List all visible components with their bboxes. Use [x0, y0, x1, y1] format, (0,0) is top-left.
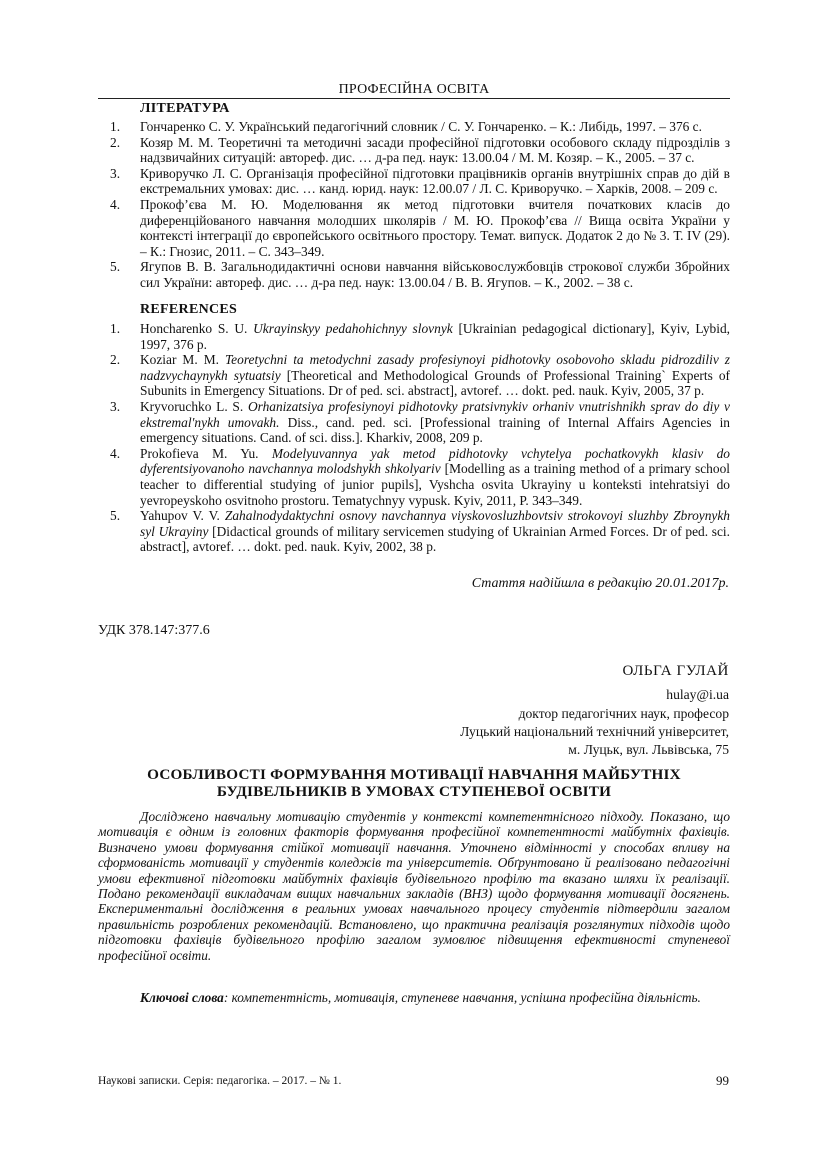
references-list [98, 321, 730, 555]
reference-details: [Theoretical and Methodological Grounds of Professional Training` Experts of Subunits in Emergency Situations. Dr of ped. sci. abstract], avtoref. … dokt. ped. nauk. Kyiv, 2005, 37 p. [140, 367, 730, 399]
item-number: 5. [110, 508, 121, 524]
udk-code: УДК 378.147:377.6 [98, 623, 210, 638]
reference-details: [Didactical grounds of military servicemen studying of Ukrainian Armed Forces. Dr of ped. sci. abstract], avtoref. … dokt. ped. nauk. Kyiv, 2002, 38 p. [140, 523, 731, 555]
reference-author: Honcharenko S. U. [140, 321, 254, 336]
reference-author: Prokofieva M. Yu. [140, 445, 272, 461]
footer-journal: Наукові записки. Серія: педагогіка. – 2017. – № 1. [98, 1075, 342, 1087]
keywords-line [140, 990, 730, 1006]
literature-item [98, 166, 730, 197]
references-heading: REFERENCES [140, 302, 238, 317]
author-degree: доктор педагогічних наук, професор [518, 706, 729, 721]
literature-item [98, 197, 730, 259]
keywords-label: Ключові слова [140, 990, 224, 1005]
author-institution: Луцький національний технічний університет, [460, 724, 729, 739]
reference-title: Ukrayinskyy pedahohichnyy slovnyk [253, 321, 453, 336]
reference-title: Modelyuvannya yak metod pidhotovky vchytelya pochatkovykh klasiv do dyferentsiyovanoho navchannya molodshykh shkolyariv [140, 445, 730, 477]
header-rule [98, 98, 730, 99]
author-address: м. Луцьк, вул. Львівська, 75 [568, 742, 729, 757]
reference-item [98, 508, 730, 555]
reference-title: Orhanizatsiya profesiynoyi pidhotovky pratsivnykiv orhaniv vnutrishnikh sprav do diy v ekstremal'nykh umovakh. [140, 398, 730, 430]
item-number: 2. [110, 352, 121, 368]
article-title-line2: БУДІВЕЛЬНИКІВ В УМОВАХ СТУПЕНЕВОЇ ОСВІТИ [216, 783, 612, 800]
item-number: 2. [110, 134, 121, 150]
reference-item [98, 321, 730, 352]
literature-heading: ЛІТЕРАТУРА [140, 101, 230, 116]
literature-item [98, 135, 730, 166]
reference-title: Zahalnodydaktychni osnovy navchannya viyskovosluzhbovtsiv strokovoyi sluzhby Zbroynykh syl Ukrayiny [140, 508, 731, 539]
author-email: hulay@i.ua [666, 687, 729, 702]
reference-details: [Modelling as a training method of a primary school teacher to differential studying of junior pupils], Vyshcha osvita Ukrayiny u konteksti intehratsiyi do yevropeyskoho osvitnoho prostoru. Tematychnyy vypusk. Kyiv, 2011, P. 343–349. [140, 461, 730, 508]
item-number: 4. [110, 445, 121, 461]
author-name: ОЛЬГА ГУЛАЙ [622, 663, 729, 679]
running-header: ПРОФЕСІЙНА ОСВІТА [338, 82, 490, 97]
reference-author: Kryvoruchko L. S. [140, 398, 248, 414]
item-number: 3. [110, 165, 121, 181]
reference-item [98, 352, 730, 399]
item-text: Криворучко Л. С. Організація професійної підготовки працівників органів внутрішніх справ до дій в екстремальних умовах: дис. … канд. юрид. наук: 12.00.07 / Л. С. Криворучко. – Харків, 2008. – 209 с. [140, 165, 730, 197]
item-text: Ягупов В. В. Загальнодидактичні основи навчання військовослужбовців строкової служби Збройних сил України: автореф. дис. … д-ра пед. наук: 13.00.04 / В. В. Ягупов. – К., 2002. – 38 с. [140, 259, 730, 290]
reference-author: Koziar M. M. [140, 352, 225, 368]
keywords-text: : компетентність, мотивація, ступеневе навчання, успішна професійна діяльність. [223, 990, 701, 1005]
literature-list [98, 119, 730, 291]
received-note: Стаття надійшла в редакцію 20.01.2017р. [471, 576, 729, 591]
reference-item [98, 446, 730, 508]
item-number: 1. [110, 321, 121, 336]
article-title-line1: ОСОБЛИВОСТІ ФОРМУВАННЯ МОТИВАЦІЇ НАВЧАННЯ МАЙБУТНІХ [147, 766, 681, 783]
reference-details: [Ukrainian pedagogical dictionary], Kyiv, Lybid, 1997, 376 p. [140, 321, 730, 352]
abstract-paragraph: Досліджено навчальну мотивацію студентів у контексті компетентнісного підходу. Показано, що мотивація є одним із головних факторів формування професійної компетентності майбутніх фахівців. Визначено умови формування стійкої мотивації навчання. Уточнено відмінності у способах впливу на сформованість мотивації у студентів коледжів та університетів. Обґрунтовано й реалізовано педагогічні умови ефективної підготовки майбутніх фахівців будівельного профілю та вказано шляхи їх реалізації. Подано рекомендації викладачам вищих навчальних закладів (ВНЗ) щодо формування мотивації досягнень. Експериментальні дослідження в реальних умовах навчального процесу студентів підтвердили загалом правильність розроблених рекомендацій. Встановлено, що практична реалізація розглянутих підходів щодо підготовки фахівців будівельного профілю загалом зумовлює підвищення ефективності ступеневої професійної освіти. [98, 809, 730, 963]
item-number: 4. [110, 196, 121, 212]
literature-item [98, 259, 730, 290]
item-text: Прокоф’єва М. Ю. Моделювання як метод підготовки вчителя початкових класів до диференційованого навчання молодших школярів / М. Ю. Прокоф’єва // Вища освіта України у контексті інтеграції до європейського освітнього простору. Темат. випуск. Додаток 2 до № 3. Т. IV (29). – К.: Гнозис, 2011. – С. 343–349. [140, 196, 730, 259]
item-number: 3. [110, 398, 121, 414]
reference-details: Diss., cand. ped. sci. [Professional training of Internal Affairs Agencies in emergency situations. Cand. of sci. diss.]. Kharkiv, 2008, 209 p. [140, 414, 730, 446]
reference-author: Yahupov V. V. [140, 508, 225, 524]
item-number: 5. [110, 259, 121, 275]
reference-title: Teoretychni ta metodychni zasady profesiynoyi pidhotovky osobovoho skladu pidrozdiliv z nadzvychaynykh sytuatsiy [140, 352, 731, 383]
literature-item [98, 119, 730, 135]
item-text: Козяр М. М. Теоретичні та методичні засади професійної підготовки особового складу підрозділів з надзвичайних ситуацій: автореф. дис. … д-ра пед. наук: 13.00.04 / М. М. Козяр. – К., 2005. – 37 с. [140, 134, 730, 166]
item-text: Гончаренко С. У. Український педагогічний словник / С. У. Гончаренко. – К.: Либідь, 1997. – 376 с. [140, 119, 702, 134]
article-title [98, 766, 730, 800]
reference-item [98, 399, 730, 446]
page-number: 99 [716, 1073, 729, 1088]
item-number: 1. [110, 119, 121, 134]
